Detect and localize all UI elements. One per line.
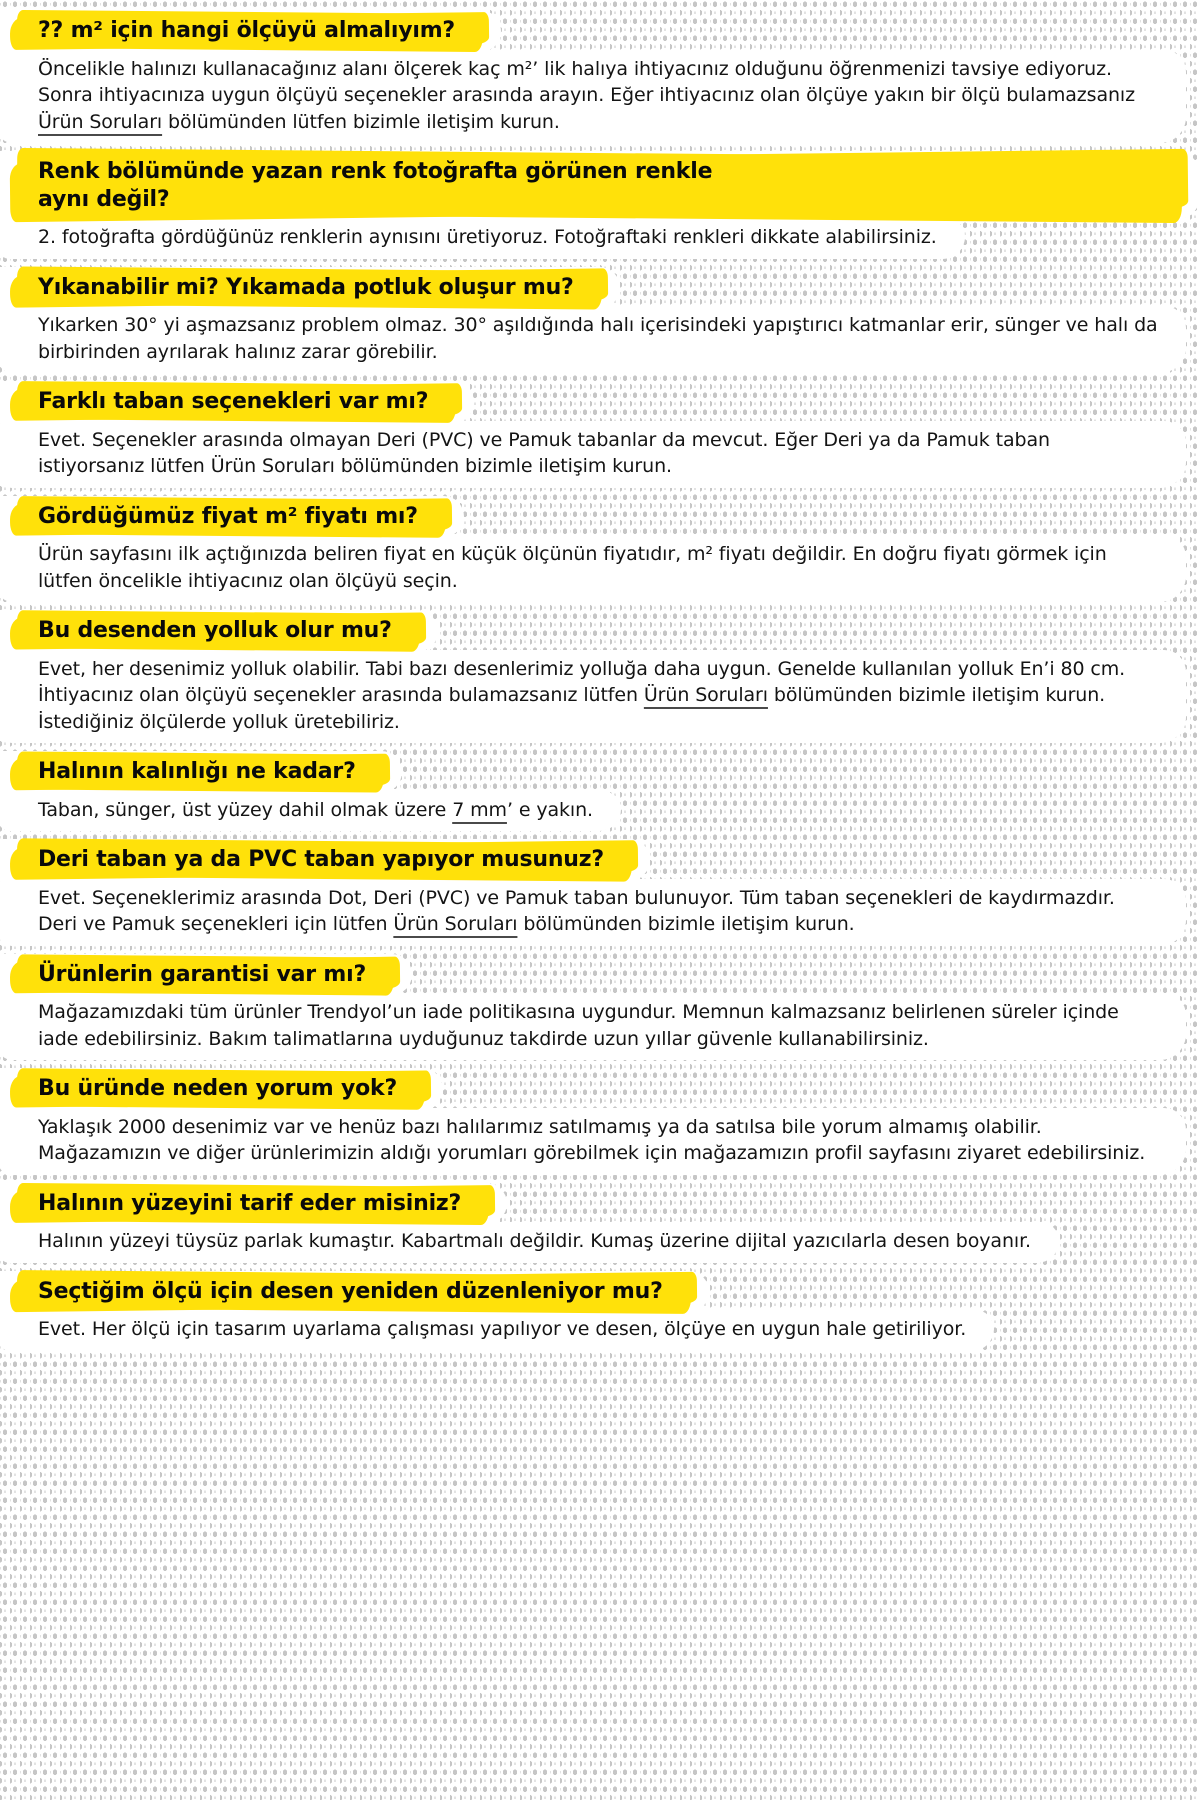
answer-text-segment: Evet. Seçeneklerimiz arasında Dot, Deri (PVC) ve Pamuk taban bulunuyor. Tüm taban seçenekleri de kaydırmazdır. Deri ve Pamuk seçenekleri için lütfen [38, 886, 1115, 935]
faq-answer-text [0, 881, 1184, 944]
answer-text-segment: Evet. Her ölçü için tasarım uyarlama çalışması yapılıyor ve desen, ölçüye en uygun hale getiriliyor. [38, 1318, 967, 1340]
answer-text-segment: ’ e yakın. [506, 798, 593, 821]
question-highlight-stroke [12, 383, 458, 421]
answer-text-segment: Halının yüzeyi tüysüz parlak kumaştır. Kabartmalı değildir. Kumaş üzerine dijital yazıcılarla desen boyanır. [38, 1230, 1031, 1252]
faq-question-text: Seçtiğim ölçü için desen yeniden düzenleniyor mu? [38, 1278, 663, 1304]
question-highlight-stroke [12, 153, 1184, 218]
answer-text-segment: bölümünden bizimle iletişim kurun. [517, 913, 855, 935]
question-row [0, 751, 402, 793]
question-row [0, 839, 650, 881]
faq-item [0, 1183, 1200, 1261]
faq-answer-text [0, 1224, 1057, 1261]
faq-question-text: ?? m² için hangi ölçüyü almalıyım? [38, 18, 455, 43]
faq-answer-text [0, 995, 1184, 1058]
answer-text-segment: Yıkarken 30° yi aşmazsanız problem olmaz. 30° aşıldığında halı içerisindeki yapıştırıcı katmanlar erir, sünger ve halı da birbirinden ayrılarak halınız zarar görebilir. [38, 314, 1158, 363]
faq-answer-text [0, 1110, 1184, 1173]
answer-text-segment: Evet. Seçenekler arasında olmayan Deri (PVC) ve Pamuk tabanlar da mevcut. Eğer Deri ya da Pamuk taban istiyorsanız lütfen Ürün Soruları bölümünden bizimle iletişim kurun. [38, 428, 1050, 477]
question-highlight-stroke [12, 1185, 491, 1223]
faq-question-text: Yıkanabilir mi? Yıkamada potluk oluşur mu? [38, 274, 574, 300]
faq-item [0, 751, 1200, 829]
answer-text-segment: Öncelikle halınızı kullanacağınız alanı ölçerek kaç m²’ lik halıya ihtiyacınız olduğunu öğrenmenizi tavsiye ediyoruz. Sonra ihtiyacınıza uygun ölçüyü seçenekler arasında arayın. Eğer ihtiyacınız olan ölçüye yakın bir ölçü bulamazsanız [38, 57, 1135, 106]
faq-question-text: Bu üründe neden yorum yok? [38, 1076, 398, 1101]
faq-item [0, 10, 1200, 141]
question-highlight-stroke [12, 956, 396, 994]
answer-text-segment: bölümünden bizimle iletişim kurun. İstediğiniz ölçülerde yolluk üretebiliriz. [38, 684, 1106, 733]
faq-item [0, 610, 1200, 741]
question-row [0, 381, 474, 423]
question-row [0, 151, 1200, 220]
question-highlight-stroke [12, 841, 634, 879]
answer-text-segment: Yaklaşık 2000 desenimiz var ve henüz bazı halılarımız satılmamış ya da satılsa bile yorum almamış olabilir. Mağazamızın ve diğer ürünlerimizin aldığı yorumları görebilmek için mağazamızın profil sayfasını ziyaret edebilirsiniz. [38, 1115, 1146, 1164]
question-row [0, 1271, 709, 1313]
faq-question-text: Renk bölümünde yazan renk fotoğrafta görünen renkle aynı değil? [38, 159, 713, 212]
question-row [0, 954, 412, 996]
faq-question-text: Deri taban ya da PVC taban yapıyor musunuz? [38, 847, 604, 872]
answer-text-segment: Ürün sayfasını ilk açtığınızda beliren fiyat en küçük ölçünün fiyatıdır, m² fiyatı değildir. En doğru fiyatı görmek için lütfen öncelikle ihtiyacınız olan ölçüyü seçin. [38, 543, 1107, 592]
faq-item [0, 1068, 1200, 1173]
faq-answer-text [0, 52, 1184, 142]
question-highlight-stroke [12, 1273, 693, 1311]
faq-question-text: Bu desenden yolluk olur mu? [38, 618, 392, 643]
faq-question-text: Halının kalınlığı ne kadar? [38, 759, 356, 784]
faq-answer-text [0, 423, 1184, 486]
question-row [0, 1183, 507, 1225]
faq-item [0, 496, 1200, 601]
question-highlight-stroke [12, 753, 386, 791]
faq-item [0, 267, 1200, 372]
question-row [0, 267, 620, 309]
faq-answer-text [0, 220, 963, 257]
question-row [0, 1068, 443, 1110]
faq-item [0, 1271, 1200, 1349]
faq-question-text: Gördüğümüz fiyat m² fiyatı mı? [38, 503, 418, 529]
faq-answer-text [0, 308, 1184, 371]
faq-answer-text [0, 793, 619, 830]
faq-item [0, 151, 1200, 257]
question-highlight-stroke [12, 12, 485, 50]
underlined-text: Ürün Soruları [643, 684, 768, 706]
answer-text-segment: Taban, sünger, üst yüzey dahil olmak üzere [38, 798, 453, 821]
question-highlight-stroke [12, 612, 422, 650]
answer-text-segment: 2. fotoğrafta gördüğünüz renklerin aynısını üretiyoruz. Fotoğraftaki renkleri dikkate alabilirsiniz. [38, 226, 937, 248]
question-row [0, 610, 438, 652]
faq-answer-text [0, 1312, 992, 1349]
faq-item [0, 381, 1200, 486]
faq-question-text: Ürünlerin garantisi var mı? [38, 961, 367, 987]
answer-text-segment: Mağazamızdaki tüm ürünler Trendyol’un iade politikasına uygundur. Memnun kalmazsanız belirlenen süreler içinde iade edebilirsiniz. Bakım talimatlarına uyduğunuz takdirde uzun yıllar güvenle kullanabilirsiniz. [38, 1001, 1119, 1050]
answer-text-segment: Evet, her desenimiz yolluk olabilir. Tabi bazı desenlerimiz yolluğa daha uygun. Genelde kullanılan yolluk En’i 80 cm. İhtiyacınız olan ölçüyü seçenekler arasında bulamazsanız lütfen [38, 657, 1126, 706]
answer-text-segment: bölümünden lütfen bizimle iletişim kurun. [162, 110, 560, 133]
faq-answer-text [0, 537, 1184, 600]
underlined-text: 7 mm [452, 798, 507, 821]
faq-list [0, 10, 1200, 1349]
faq-item [0, 839, 1200, 944]
faq-question-text: Halının yüzeyini tarif eder misiniz? [38, 1190, 462, 1216]
question-row [0, 496, 464, 538]
question-highlight-stroke [12, 269, 604, 307]
faq-answer-text [0, 652, 1184, 742]
faq-question-text: Farklı taban seçenekleri var mı? [38, 389, 429, 414]
question-highlight-stroke [12, 1070, 427, 1108]
underlined-text: Ürün Soruları [38, 110, 163, 133]
question-row [0, 10, 501, 52]
underlined-text: Ürün Soruları [393, 913, 518, 935]
faq-item [0, 954, 1200, 1059]
question-highlight-stroke [12, 498, 448, 536]
